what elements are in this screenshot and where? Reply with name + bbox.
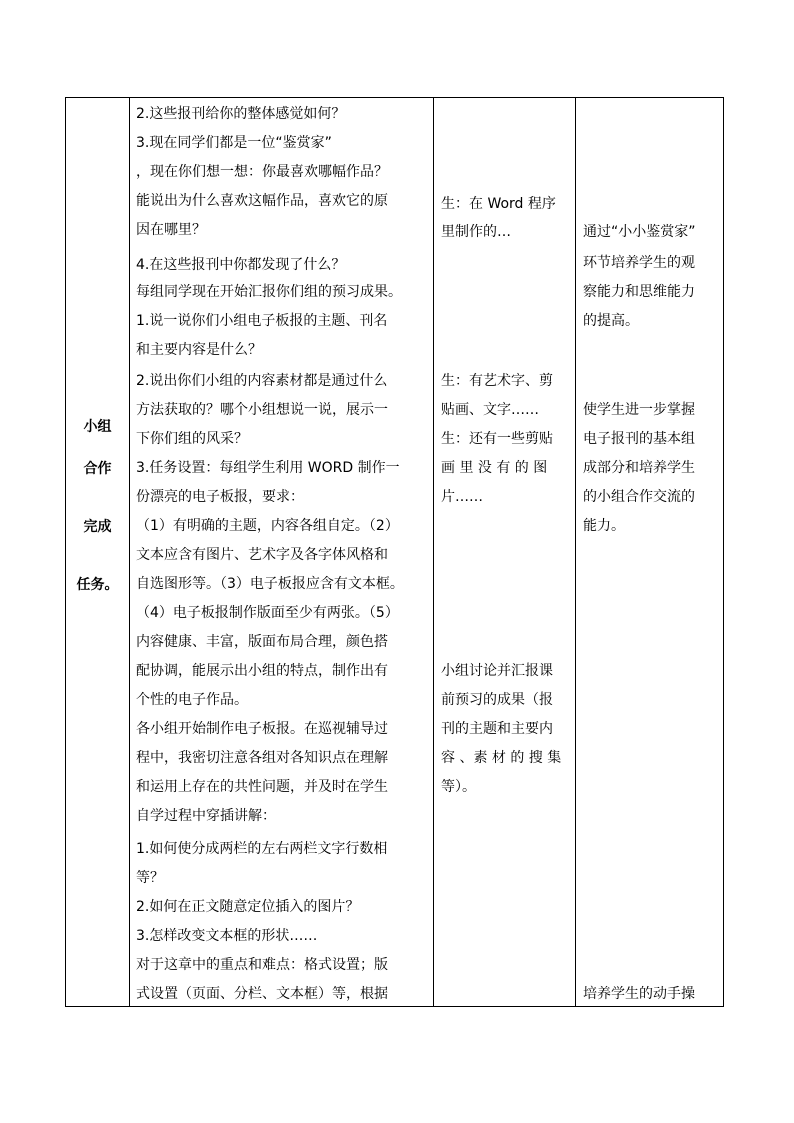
teacher-line: 2.如何在正文随意定位插入的图片？ [136,899,360,915]
student-line: 前预习的成果（报 [441,692,553,708]
student-line: 片…… [441,489,483,505]
intent-line: 能力。 [583,518,625,534]
intent-line: 的提高。 [583,313,639,329]
teacher-line: 对于这章中的重点和难点：格式设置；版 [136,957,388,973]
teacher-line: 2.这些报刊给你的整体感觉如何？ [136,106,346,122]
teacher-line: 2.说出你们小组的内容素材都是通过什么 [136,373,388,389]
student-line: 贴画、文字…… [441,402,539,418]
student-line: 小组讨论并汇报课 [441,663,553,679]
student-line: 容 、素 材 的 搜 集 [441,750,562,766]
teacher-line: 式设置（页面、分栏、文本框）等，根据 [136,986,388,1002]
teacher-line: 1.说一说你们小组电子板报的主题、刊名 [136,313,388,329]
teacher-line: 等？ [136,870,164,886]
lesson-table [65,97,724,1007]
stage-column [66,98,129,1006]
teacher-line: 自学过程中穿插讲解： [136,808,276,824]
teacher-line: 每组同学现在开始汇报你们组的预习成果。 [136,284,402,300]
teacher-line: 下你们组的风采？ [136,431,248,447]
student-line: 生：有艺术字、剪 [441,373,553,389]
intent-line: 察能力和思维能力 [583,284,695,300]
teacher-line: 和主要内容是什么？ [136,342,262,358]
teacher-line: 3.任务设置：每组学生利用 WORD 制作一 [136,460,400,476]
teacher-line: 程中，我密切注意各组对各知识点在理解 [136,750,388,766]
intent-line: 成部分和培养学生 [583,460,695,476]
stage-label-line: 任务。 [76,577,119,593]
teacher-line: 3.怎样改变文本框的形状…… [136,928,318,944]
teacher-line: （4）电子板报制作版面至少有两张。（5） [136,605,399,621]
teacher-line: 能说出为什么喜欢这幅作品，喜欢它的原 [136,193,388,209]
teacher-line: 1.如何使分成两栏的左右两栏文字行数相 [136,841,388,857]
intent-line: 的小组合作交流的 [583,489,695,505]
intent-line: 电子报刊的基本组 [583,431,695,447]
student-line: 里制作的… [441,224,511,240]
student-line: 等）。 [441,779,476,795]
intent-line: 通过“小小鉴赏家” [583,224,696,240]
teacher-line: 份漂亮的电子板报，要求： [136,489,304,505]
intent-line: 环节培养学生的观 [583,255,695,271]
teacher-line: ，现在你们想一想：你最喜欢哪幅作品？ [136,164,388,180]
stage-label-line: 完成 [83,519,112,535]
stage-label-line: 合作 [83,461,112,477]
student-line: 刊的主题和主要内 [441,721,553,737]
teacher-line: （1）有明确的主题，内容各组自定。（2） [136,518,399,534]
intent-line: 使学生进一步掌握 [583,402,695,418]
teacher-line: 4.在这些报刊中你都发现了什么？ [136,257,346,273]
student-activity-column [434,98,575,1006]
stage-label-line: 小组 [83,419,112,435]
teacher-line: 和运用上存在的共性问题，并及时在学生 [136,779,388,795]
teacher-activity-column [130,98,433,1006]
teacher-line: 因在哪里？ [136,222,206,238]
teacher-line: 文本应含有图片、艺术字及各字体风格和 [136,547,388,563]
design-intent-column [576,98,723,1006]
teacher-line: 个性的电子作品。 [136,692,248,708]
teacher-line: 内容健康、丰富，版面布局合理，颜色搭 [136,634,388,650]
teacher-line: 各小组开始制作电子板报。在巡视辅导过 [136,721,388,737]
student-line: 生：在 Word 程序 [441,196,556,212]
student-line: 生：还有一些剪贴 [441,431,553,447]
student-line: 画 里 没 有 的 图 [441,460,548,476]
teacher-line: 方法获取的？哪个小组想说一说，展示一 [136,402,388,418]
teacher-line: 配协调，能展示出小组的特点，制作出有 [136,663,388,679]
intent-line: 培养学生的动手操 [583,986,695,1002]
teacher-line: 自选图形等。（3）电子板报应含有文本框。 [136,576,404,592]
teacher-line: 3.现在同学们都是一位“鉴赏家” [136,135,332,151]
